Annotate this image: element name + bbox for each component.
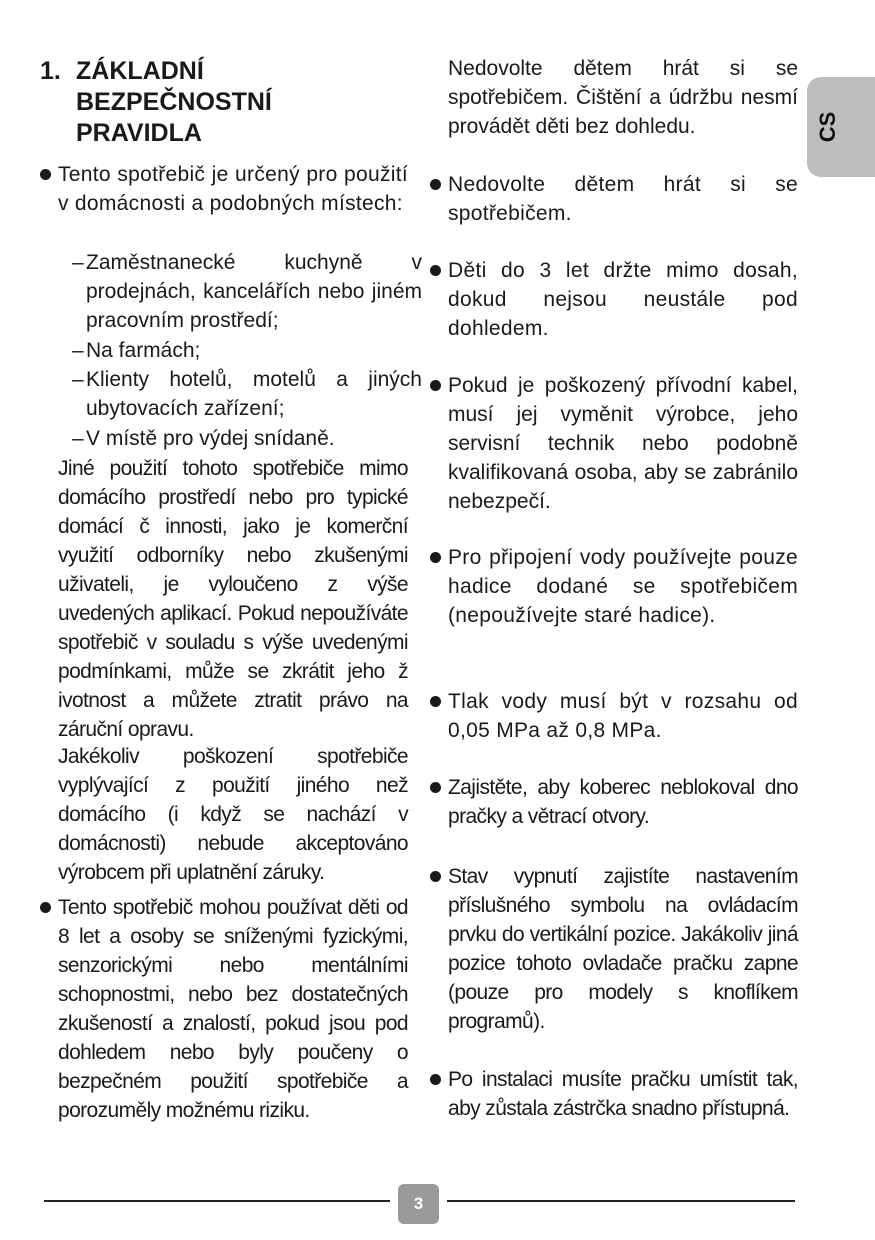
bullet-text: Tento spotřebič je určený pro použití v domácnosti a podobných místech: — [58, 163, 408, 215]
bullet-water-pressure — [430, 687, 798, 745]
paragraph-warranty: Jakékoliv poškození spotřebiče vyplývající z použití jiného než domácího (i když se nachází v domácnosti) nebude akceptováno výrobcem při uplatnění záruky. — [58, 745, 408, 884]
dash-mark: – — [72, 368, 84, 391]
bullet-dot — [430, 782, 441, 793]
paragraph-other-use: Jiné použití tohoto spotřebiče mimo domácího prostředí nebo pro typické domácí č innosti, jako je komerční využití odborníky nebo zkušenými uživateli, je vyloučeno z výše uvedených aplikací. Pokud nepoužíváte spotřebič v souladu s výše uvedenými podmínkami, může se zkrátit jeho ž ivotnost a můžete ztratit právo na záruční opravu. — [58, 457, 408, 741]
sub-item-text: Klienty hotelů, motelů a jiných ubytovacích zařízení; — [86, 368, 422, 420]
bullet-text: Tento spotřebič mohou používat děti od 8 let a osoby se sníženými fyzickými, senzorickými nebo mentálními schopnostmi, nebo bez dostatečných zkušeností a znalostí, pokud jsou pod dohledem nebo byly poučeny o bezpečném použití spotřebiče a porozuměly možnému riziku. — [58, 896, 408, 1122]
bullet-dot — [40, 169, 51, 180]
sub-item-text: Na farmách; — [86, 339, 201, 362]
bullet-text: Tlak vody musí být v rozsahu od 0,05 MPa až 0,8 MPa. — [448, 690, 798, 742]
dash-mark: – — [72, 251, 84, 274]
bullet-dot — [430, 179, 441, 190]
bullet-text: Nedovolte dětem hrát si se spotřebičem. — [448, 173, 798, 225]
bullet-text: Pokud je poškozený přívodní kabel, musí jej vyměnit výrobce, jeho servisní technik nebo podobně kvalifikovaná osoba, aby se zabránilo nebezpečí. — [448, 374, 798, 513]
language-tab — [807, 77, 875, 177]
bullet-dot — [430, 696, 441, 707]
section-title-line-1: ZÁKLADNÍ — [76, 57, 204, 85]
bullet-text: Děti do 3 let držte mimo dosah, dokud nejsou neustále pod dohledem. — [448, 259, 798, 340]
bullet-off-position — [430, 862, 798, 1036]
bullet-text: Stav vypnutí zajistíte nastavením příslušného symbolu na ovládacím prvku do vertikální pozice. Jakákoliv jiná pozice tohoto ovladače pračku zapne (pouze pro modely s knoflíkem programů). — [448, 865, 798, 1033]
section-number: 1. — [40, 57, 61, 85]
paragraph-continued: Nedovolte dětem hrát si se spotřebičem. Čištění a údržbu nesmí provádět děti bez dohledu. — [448, 57, 798, 138]
sub-item-hotels — [72, 365, 422, 423]
section-title-line-2: BEZPEČNOSTNÍ — [76, 88, 272, 116]
bullet-children-play — [430, 170, 798, 228]
bullet-text: Pro připojení vody používejte pouze hadice dodané se spotřebičem (nepoužívejte staré hadice). — [448, 546, 798, 627]
sub-item-farms — [72, 336, 422, 365]
section-title-line-3: PRAVIDLA — [76, 119, 202, 147]
bullet-children-persons — [40, 893, 408, 1125]
bullet-text: Po instalaci musíte pračku umístit tak, aby zůstala zástrčka snadno přístupná. — [448, 1068, 798, 1120]
bullet-plug-access — [430, 1065, 798, 1123]
bullet-domestic-use — [40, 160, 408, 218]
bullet-under-3 — [430, 256, 798, 343]
bullet-dot — [430, 1074, 441, 1085]
bullet-water-hoses — [430, 543, 798, 630]
footer-rule-left — [44, 1200, 390, 1202]
bullet-carpet — [430, 773, 798, 831]
section-title — [40, 56, 420, 149]
bullet-dot — [430, 380, 441, 391]
bullet-text: Zajistěte, aby koberec neblokoval dno pračky a větrací otvory. — [448, 776, 798, 828]
sub-item-breakfast — [72, 424, 422, 453]
bullet-dot — [430, 871, 441, 882]
bullet-dot — [430, 552, 441, 563]
sub-item-text: V místě pro výdej snídaně. — [86, 427, 335, 450]
dash-mark: – — [72, 339, 84, 362]
dash-mark: – — [72, 427, 84, 450]
footer-rule-right — [447, 1200, 795, 1202]
sub-item-staff-kitchens — [72, 248, 422, 335]
sub-item-text: Zaměstnanecké kuchyně v prodejnách, kancelářích nebo jiném pracovním prostředí; — [86, 251, 422, 332]
bullet-supply-cable — [430, 371, 798, 516]
bullet-dot — [430, 265, 441, 276]
bullet-dot — [40, 902, 51, 913]
page-number: 3 — [398, 1184, 439, 1224]
language-code: CS — [815, 111, 840, 143]
